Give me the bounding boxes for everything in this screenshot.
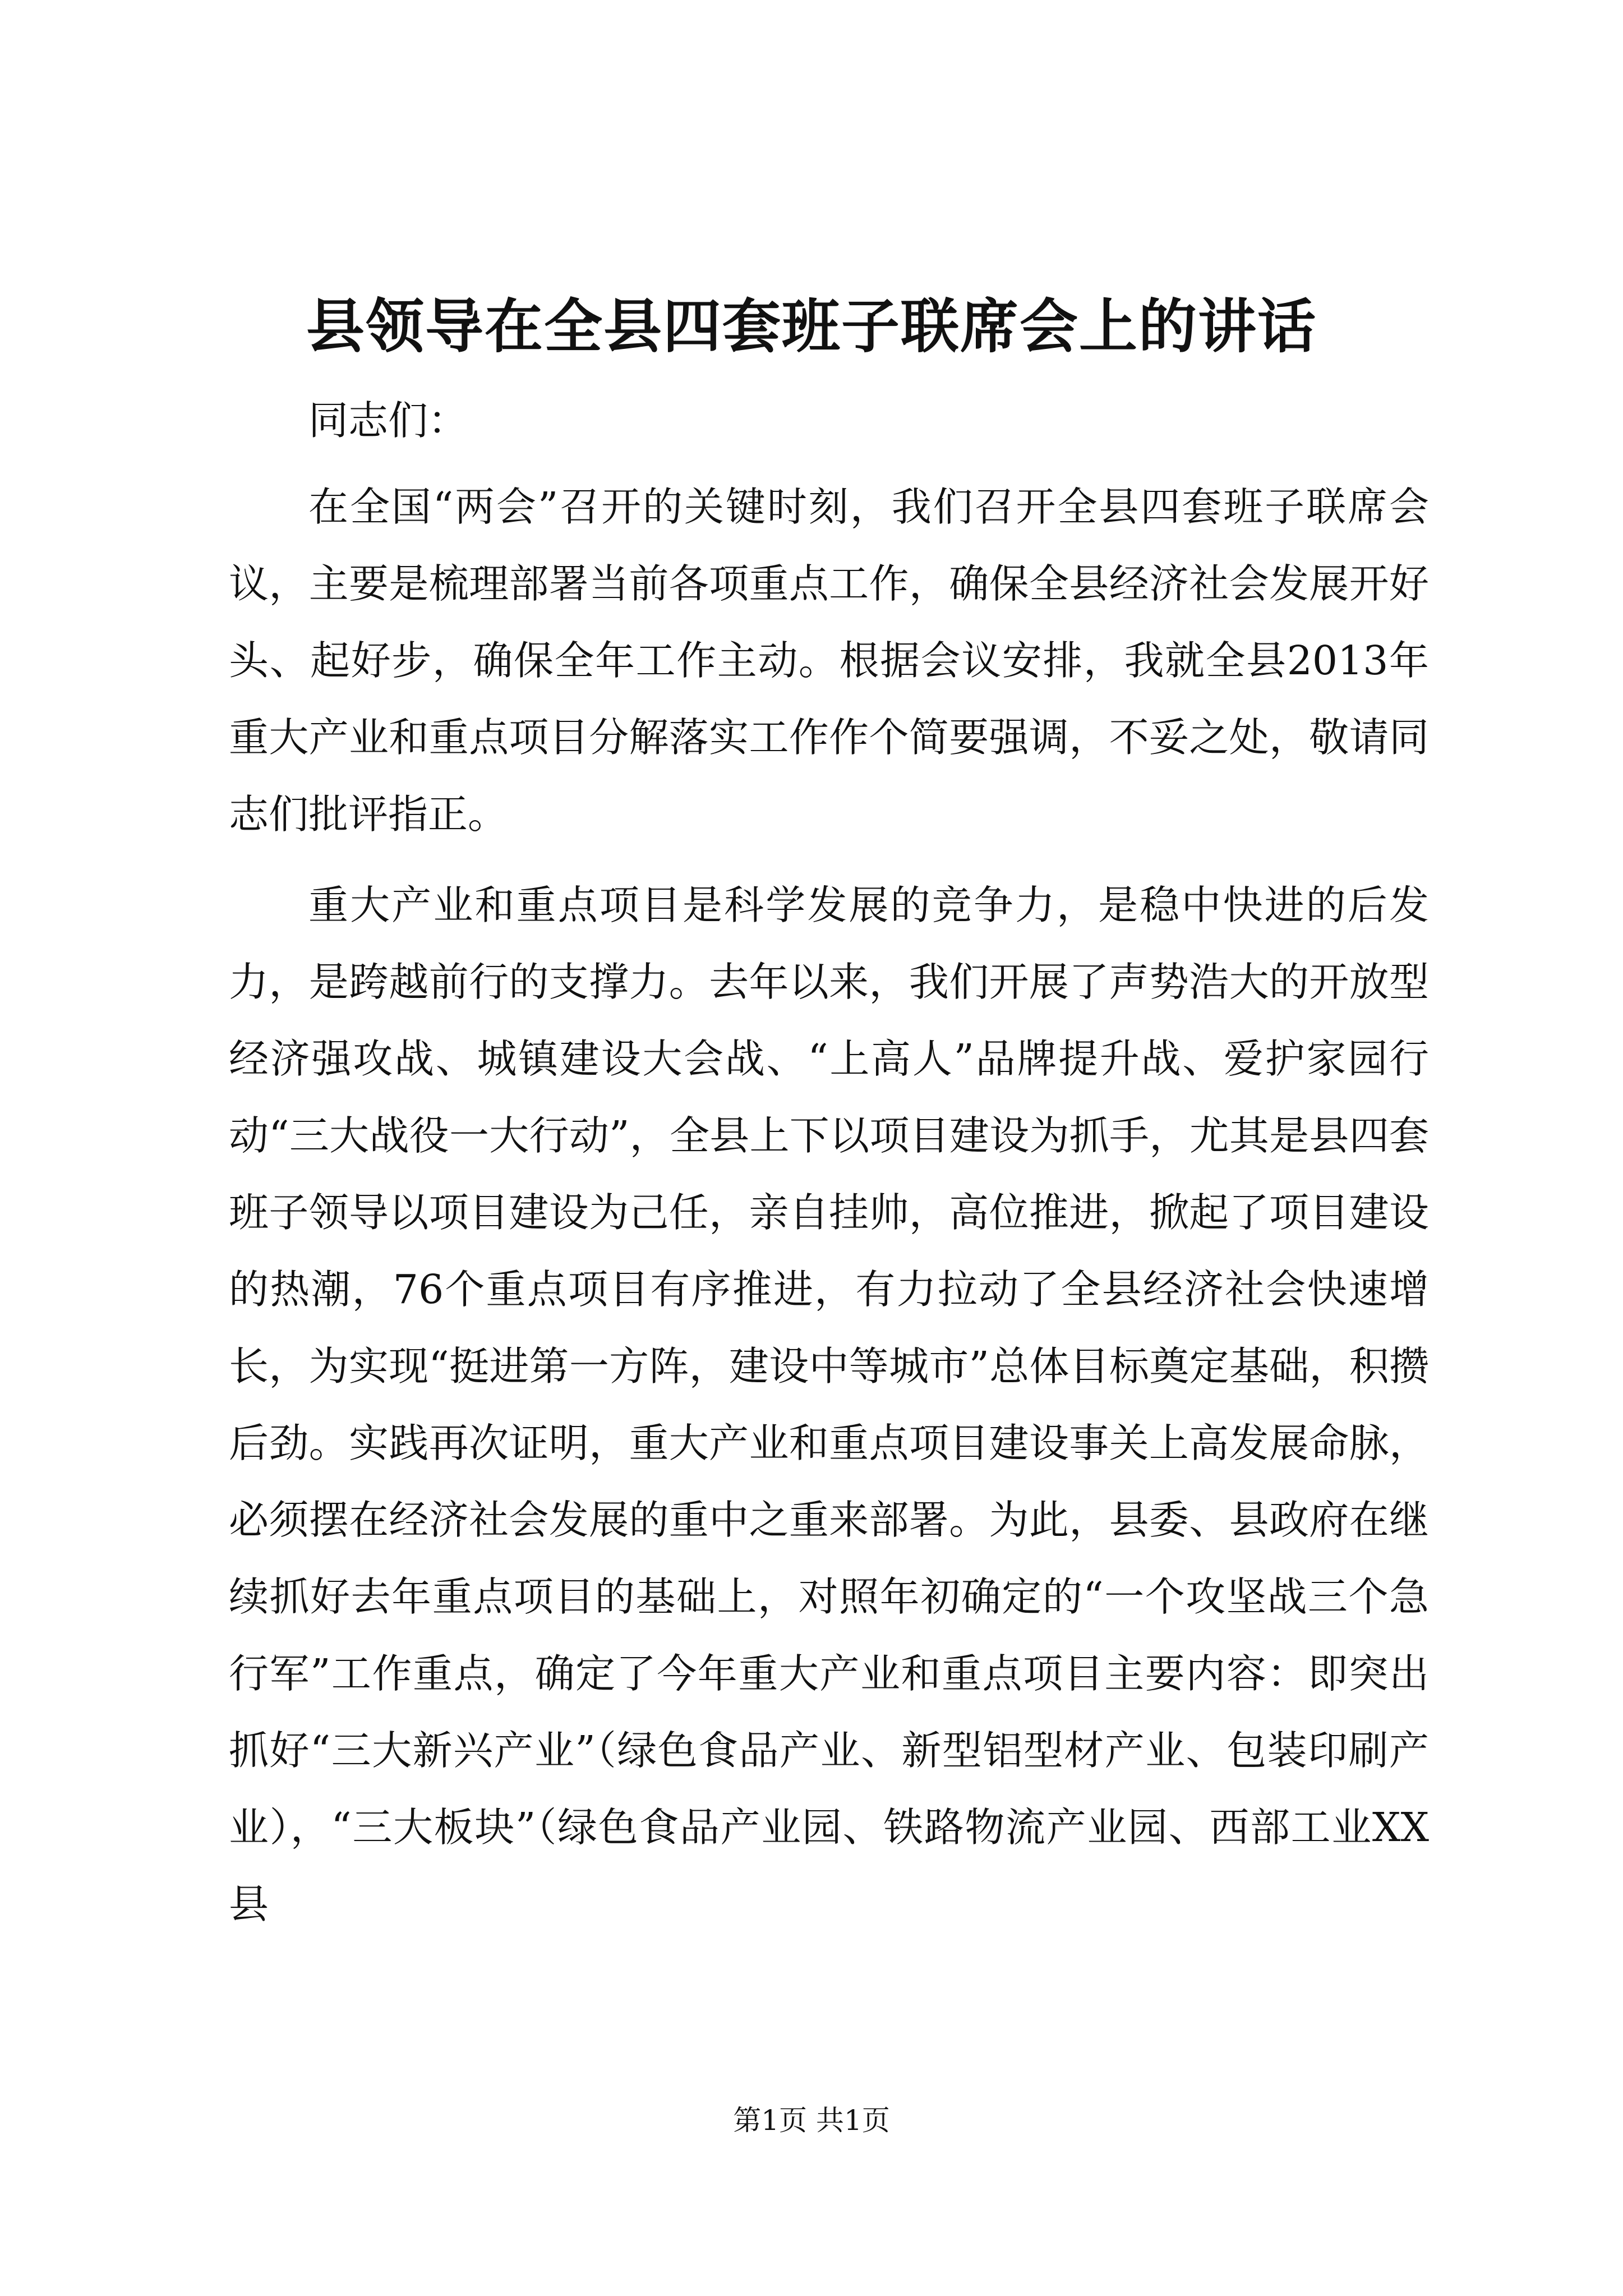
page-footer: 第1页 共1页 xyxy=(733,2104,890,2137)
greeting-line: 同志们： xyxy=(308,397,468,444)
document-body xyxy=(229,387,1429,1943)
document-title: 县领导在全县四套班子联席会上的讲话 xyxy=(306,292,1317,361)
paragraph-2: 重大产业和重点项目是科学发展的竞争力，是稳中快进的后发力，是跨越前行的支撑力。去年以来，我们开展了声势浩大的开放型经济强攻战、城镇建设大会战、“上高人”品牌提升战、爱护家园行动“三大战役一大行动”，全县上下以项目建设为抓手，尤其是县四套班子领导以项目建设为己任，亲自挂帅，高位推进，掀起了项目建设的热潮，76个重点项目有序推进，有力拉动了全县经济社会快速增长，为实现“挺进第一方阵，建设中等城市”总体目标奠定基础，积攒后劲。实践再次证明，重大产业和重点项目建设事关上高发展命脉，必须摆在经济社会发展的重中之重来部署。为此，县委、县政府在继续抓好去年重点项目的基础上，对照年初确定的“一个攻坚战三个急行军”工作重点，确定了今年重大产业和重点项目主要内容：即突出抓好“三大新兴产业”（绿色食品产业、新型铝型材产业、包装印刷产业），“三大板块”（绿色食品产业园、铁路物流产业园、西部工业XX县 xyxy=(229,882,1429,1927)
paragraph-1: 在全国“两会”召开的关键时刻，我们召开全县四套班子联席会议，主要是梳理部署当前各项重点工作，确保全县经济社会发展开好头、起好步，确保全年工作主动。根据会议安排，我就全县2013年重大产业和重点项目分解落实工作作个简要强调，不妥之处，敬请同志们批评指正。 xyxy=(229,484,1429,838)
